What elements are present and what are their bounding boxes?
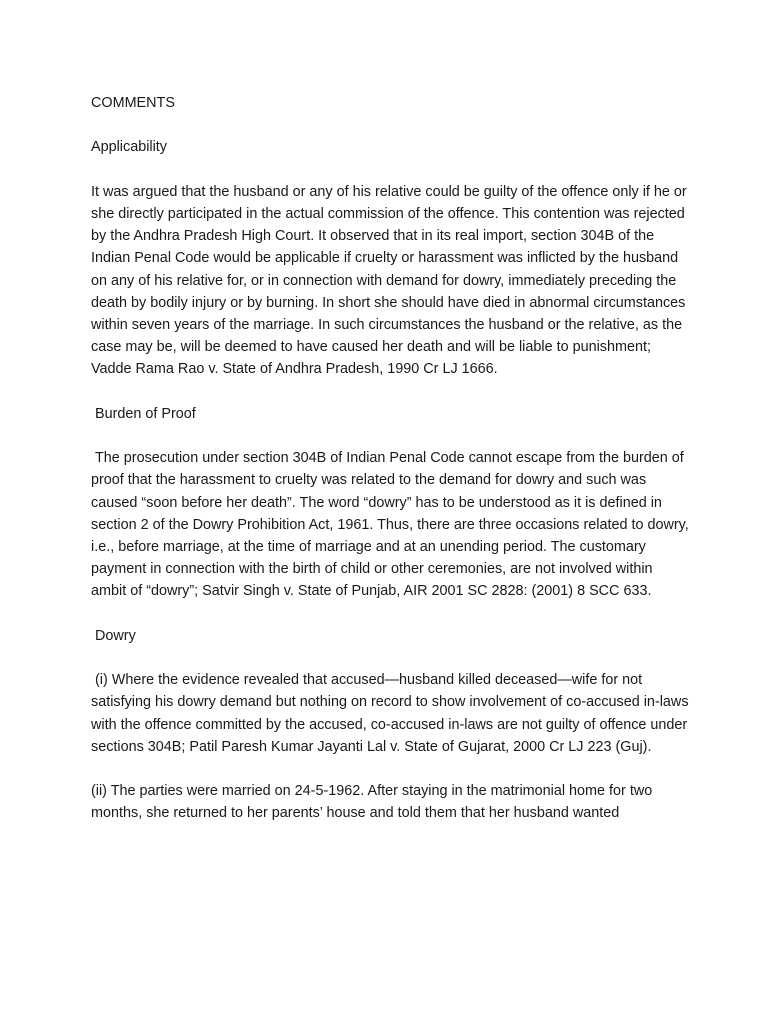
section-heading-dowry: Dowry (91, 627, 136, 644)
paragraph-applicability: It was argued that the husband or any of his relative could be guilty of the offence only if he or she directly participated in the actual commission of the offence. This contention was rejected by the Andhra Pradesh High Court. It observed that in its real import, section 304B of the Indian Penal Code would be applicable if cruelty or harassment was inflicted by the husband on any of his relative for, or in connection with demand for dowry, immediately preceding the death by bodily injury or by burning. In short she should have died in abnormal circumstances within seven years of the marriage. In such circumstances the husband or the relative, as the case may be, will be deemed to have caused her death and will be liable to punishment; Vadde Rama Rao v. State of Andhra Pradesh, 1990 Cr LJ 1666. (91, 183, 691, 378)
paragraph-burden-of-proof: The prosecution under section 304B of Indian Penal Code cannot escape from the burden of proof that the harassment to cruelty was related to the demand for dowry and such was caused “soon before her death”. The word “dowry” has to be understood as it is defined in section 2 of the Dowry Prohibition Act, 1961. Thus, there are three occasions related to dowry, i.e., before marriage, at the time of marriage and at an unending period. The customary payment in connection with the birth of child or other ceremonies, are not involved within ambit of “dowry”; Satvir Singh v. State of Punjab, AIR 2001 SC 2828: (2001) 8 SCC 633. (91, 450, 693, 600)
document-page (91, 92, 691, 847)
paragraph-dowry-ii: (ii) The parties were married on 24-5-1962. After staying in the matrimonial home for two months, she returned to her parents’ house and told them that her husband wanted (91, 783, 657, 822)
document-title: COMMENTS (91, 95, 175, 111)
paragraph-dowry-i: (i) Where the evidence revealed that accused—husband killed deceased—wife for not satisfying his dowry demand but nothing on record to show involvement of co-accused in-laws with the offence committed by the accused, co-accused in-laws are not guilty of offence under sections 304B; Patil Paresh Kumar Jayanti Lal v. State of Gujarat, 2000 Cr LJ 223 (Guj). (91, 672, 693, 755)
section-heading-burden-of-proof: Burden of Proof (91, 405, 196, 422)
section-heading-applicability: Applicability (91, 139, 167, 156)
